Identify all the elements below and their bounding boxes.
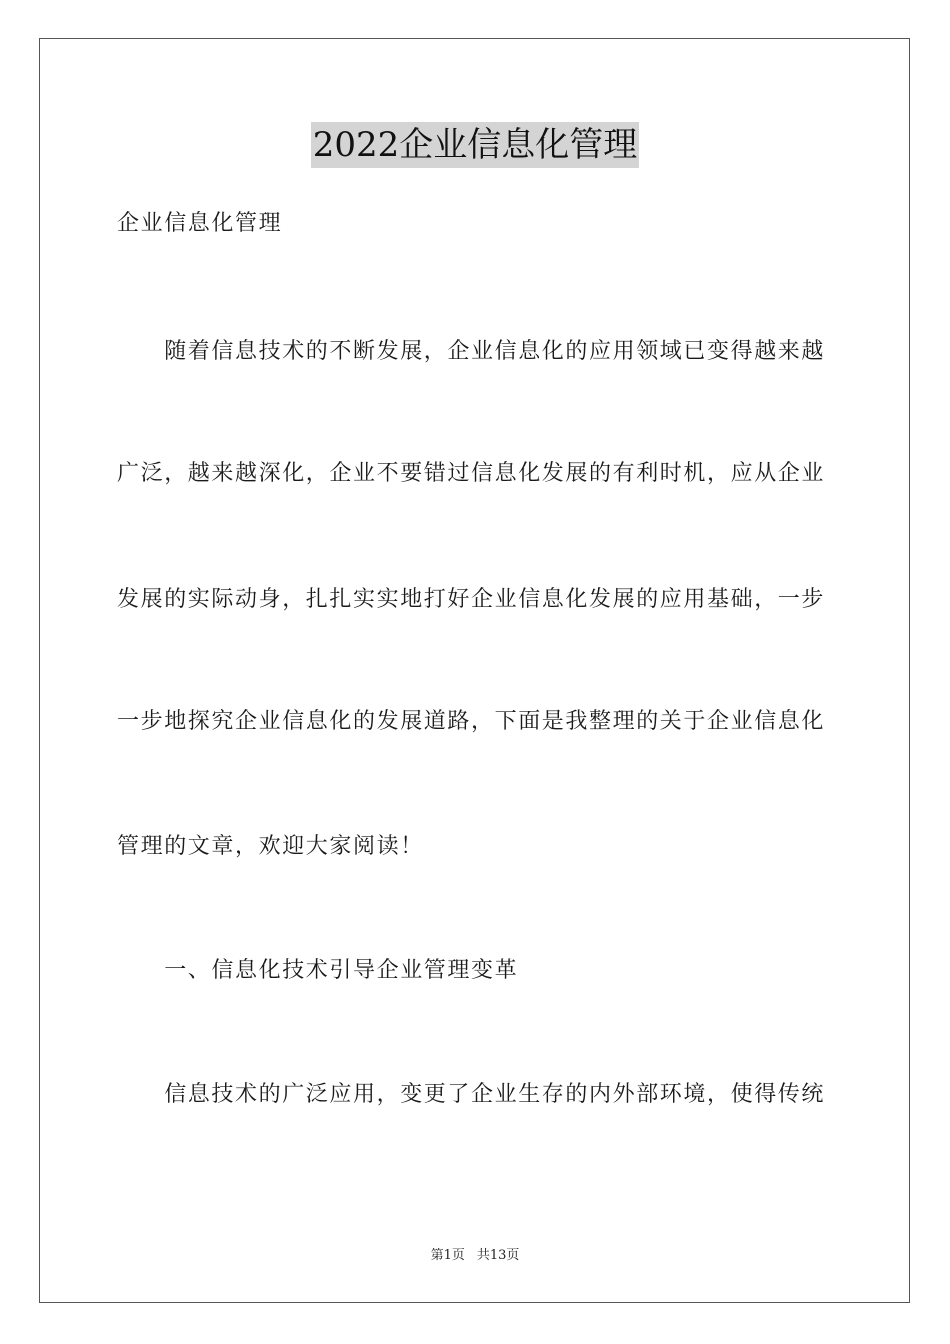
title-wrap (0, 122, 950, 168)
page-footer (0, 1247, 950, 1265)
body-line-1: 随着信息技术的不断发展，企业信息化的应用领域已变得越来越 (117, 339, 826, 364)
body-line-6: 信息技术的广泛应用，变更了企业生存的内外部环境，使得传统 (117, 1082, 826, 1107)
page-number: 第1页 (430, 1248, 465, 1263)
body-line-5: 管理的文章，欢迎大家阅读！ (117, 834, 424, 859)
body-line-3: 发展的实际动身，扎扎实实地打好企业信息化发展的应用基础，一步 (117, 587, 826, 612)
body-line-4: 一步地探究企业信息化的发展道路，下面是我整理的关于企业信息化 (117, 709, 826, 734)
body-line-2: 广泛，越来越深化，企业不要错过信息化发展的有利时机，应从企业 (117, 461, 826, 486)
section-heading: 一、信息化技术引导企业管理变革 (117, 958, 519, 983)
document-subtitle: 企业信息化管理 (117, 211, 283, 236)
page-count: 共13页 (476, 1248, 520, 1263)
document-title: 2022企业信息化管理 (311, 122, 640, 168)
